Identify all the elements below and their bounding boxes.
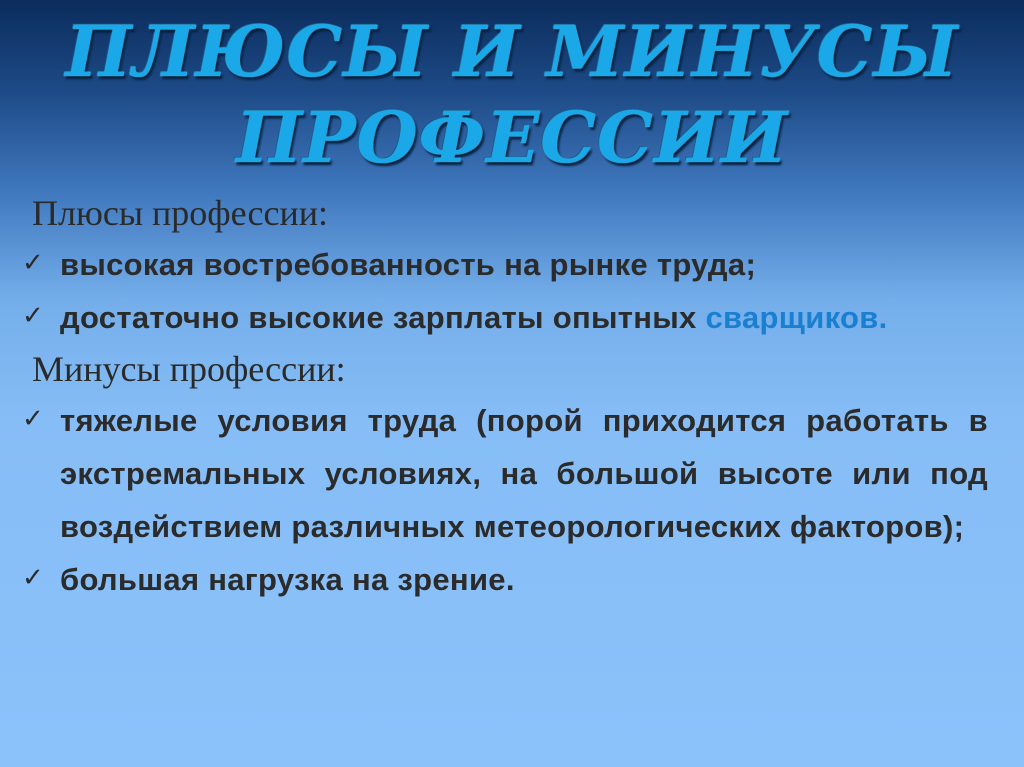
pros-item-text: высокая востребованность на рынке труда; (60, 247, 757, 282)
slide-title-line-1: ПЛЮСЫ И МИНУСЫ (65, 10, 959, 93)
check-mark-icon: ✓ (22, 301, 44, 331)
cons-item-text: тяжелые условия труда (порой приходится работать в экстремальных условиях, на большой высоте или под воздействием различных метеорологических факторов); (60, 403, 988, 544)
pros-list-item (22, 291, 988, 344)
cons-list-item (22, 394, 988, 553)
check-mark-icon: ✓ (22, 248, 44, 278)
cons-list-item (22, 553, 988, 606)
slide-title-line-2: ПРОФЕССИИ (235, 96, 789, 179)
pros-item-text (60, 291, 988, 344)
slide-content (22, 188, 988, 606)
pros-list-item (22, 238, 988, 291)
check-mark-icon: ✓ (22, 563, 44, 593)
highlighted-word: сварщиков. (705, 300, 888, 335)
pros-heading: Плюсы профессии: (32, 193, 328, 233)
check-mark-icon: ✓ (22, 404, 44, 434)
cons-item-text: большая нагрузка на зрение. (60, 562, 515, 597)
cons-heading: Минусы профессии: (32, 349, 346, 389)
pros-item-text-main: достаточно высокие зарплаты опытных (60, 300, 706, 335)
